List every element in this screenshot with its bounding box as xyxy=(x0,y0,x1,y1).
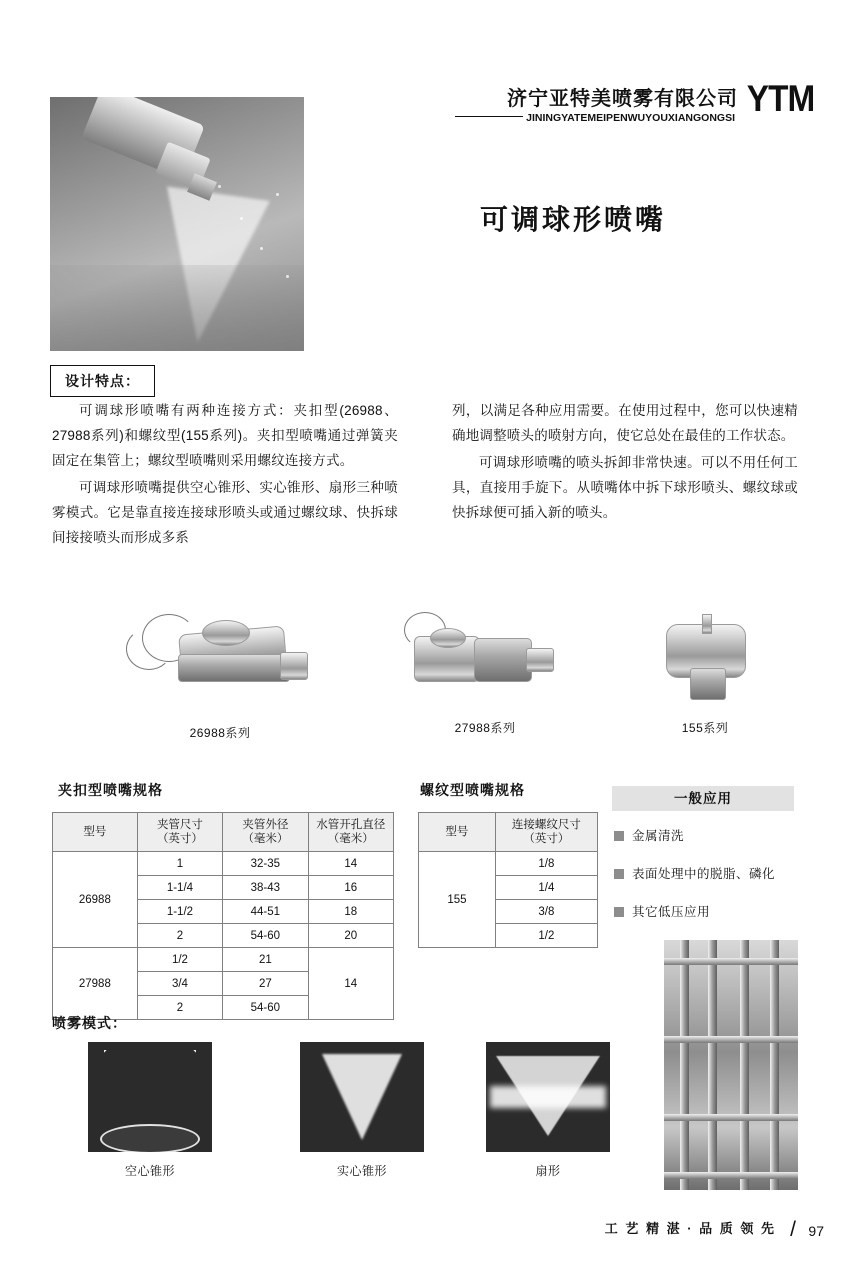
ytm-logo xyxy=(743,78,818,120)
cell-size: 1-1/4 xyxy=(137,876,222,900)
paragraph: 可调球形喷嘴有两种连接方式：夹扣型(26988、27988系列)和螺纹型(155系列)。夹扣型喷嘴通过弹簧夹固定在集管上；螺纹型喷嘴则采用螺纹连接方式。 xyxy=(52,403,398,468)
cell-size: 3/4 xyxy=(137,972,222,996)
water-drop-icon xyxy=(260,247,263,250)
col-hole-dia: 水管开孔直径 （毫米） xyxy=(308,813,393,852)
thread-spec-title: 螺纹型喷嘴规格 xyxy=(420,782,525,798)
nozzle-pin xyxy=(702,614,712,634)
pattern-hollow-cone xyxy=(88,1042,212,1179)
pattern-caption: 空心锥形 xyxy=(124,1164,175,1178)
cell-size: 1-1/2 xyxy=(137,900,222,924)
product-photo-27988 xyxy=(390,608,580,713)
product-27988 xyxy=(390,608,580,736)
col-pipe-size: 夹管尺寸 （英寸） xyxy=(137,813,222,852)
pattern-photo-flat-fan xyxy=(486,1042,610,1152)
pattern-full-cone xyxy=(300,1042,424,1179)
cell-model: 27988 xyxy=(53,948,138,1020)
pattern-flat-fan xyxy=(486,1042,610,1179)
cell-hole: 16 xyxy=(308,876,393,900)
pipe-vertical xyxy=(740,940,749,1190)
cell-hole: 14 xyxy=(308,852,393,876)
design-features-left-column xyxy=(52,398,398,552)
application-photo xyxy=(664,940,798,1190)
cell-hole: 20 xyxy=(308,924,393,948)
col-pipe-od: 夹管外径 （毫米） xyxy=(223,813,308,852)
cell-size: 2 xyxy=(137,924,222,948)
pattern-photo-full-cone xyxy=(300,1042,424,1152)
bullet-square-icon xyxy=(614,831,624,841)
cell-thread-size: 1/2 xyxy=(495,924,597,948)
cell-thread-size: 1/4 xyxy=(495,876,597,900)
product-26988 xyxy=(120,608,320,741)
clip-spec-table xyxy=(52,812,394,1020)
nozzle-barrel xyxy=(474,638,532,682)
cell-size: 1 xyxy=(137,852,222,876)
table-header-row xyxy=(419,813,598,852)
page-title: 可调球形喷嘴 xyxy=(480,204,667,235)
rail-horizontal xyxy=(664,1114,798,1121)
clip-spec-title: 夹扣型喷嘴规格 xyxy=(58,782,163,798)
rail-horizontal xyxy=(664,1172,798,1179)
water-drop-icon xyxy=(218,185,221,188)
paragraph: 可调球形喷嘴提供空心锥形、实心锥形、扇形三种喷雾模式。它是靠直接连接球形喷头或通过螺纹球、快拆球间接接喷头而形成多系 xyxy=(52,480,398,545)
nozzle-clamp-base xyxy=(178,654,290,682)
footer-slogan: 工 艺 精 湛 · 品 质 领 先 xyxy=(604,1221,776,1236)
paragraph: 可调球形喷嘴的喷头拆卸非常快速。可以不用任何工具，直接用手旋下。从喷嘴体中拆下球形喷头、螺纹球或快拆球便可插入新的喷头。 xyxy=(452,455,798,520)
company-name-en-wrap xyxy=(523,108,738,123)
application-label: 金属清洗 xyxy=(632,829,685,843)
threaded-stem xyxy=(690,668,726,700)
pipe-vertical xyxy=(680,940,689,1190)
cell-model: 155 xyxy=(419,852,496,948)
ytm-logo-text: YTM xyxy=(746,78,815,119)
cell-od: 54-60 xyxy=(223,924,308,948)
cell-model: 26988 xyxy=(53,852,138,948)
rail-horizontal xyxy=(664,958,798,965)
ball-joint xyxy=(430,628,466,648)
bullet-square-icon xyxy=(614,907,624,917)
application-label: 表面处理中的脱脂、磷化 xyxy=(632,867,776,881)
pipe-vertical xyxy=(770,940,779,1190)
applications-title: 一般应用 xyxy=(612,786,794,811)
page-number: 97 xyxy=(808,1223,824,1239)
product-155 xyxy=(630,608,780,736)
hero-spray-photo xyxy=(50,97,304,351)
spray-patterns-title: 喷雾模式： xyxy=(52,1015,127,1031)
table-row xyxy=(53,852,394,876)
application-item xyxy=(614,826,684,844)
cell-thread-size: 1/8 xyxy=(495,852,597,876)
spring-clip-icon xyxy=(126,628,172,670)
pattern-caption: 扇形 xyxy=(535,1164,561,1178)
cell-od: 44-51 xyxy=(223,900,308,924)
pattern-caption: 实心锥形 xyxy=(336,1164,387,1178)
col-model: 型号 xyxy=(419,813,496,852)
product-caption: 26988系列 xyxy=(189,726,251,740)
nozzle-outlet xyxy=(280,652,308,680)
design-features-right-column xyxy=(452,398,798,527)
pattern-photo-hollow-cone xyxy=(88,1042,212,1152)
application-item xyxy=(614,902,710,920)
cell-od: 27 xyxy=(223,972,308,996)
product-caption: 155系列 xyxy=(681,721,729,735)
table-row xyxy=(419,852,598,876)
cell-size: 1/2 xyxy=(137,948,222,972)
rail-horizontal xyxy=(664,1036,798,1043)
cell-thread-size: 3/8 xyxy=(495,900,597,924)
product-caption: 27988系列 xyxy=(454,721,516,735)
nozzle-outlet xyxy=(526,648,554,672)
application-item xyxy=(614,864,775,882)
pipe-vertical xyxy=(708,940,717,1190)
product-photo-155 xyxy=(630,608,780,713)
cell-size: 2 xyxy=(137,996,222,1020)
table-row xyxy=(53,948,394,972)
application-label: 其它低压应用 xyxy=(632,905,711,919)
paragraph: 列，以满足各种应用需要。在使用过程中，您可以快速精确地调整喷头的喷射方向，使它总处在最佳的工作状态。 xyxy=(452,403,798,443)
product-photo-26988 xyxy=(120,608,320,718)
cell-od: 38-43 xyxy=(223,876,308,900)
design-features-badge: 设计特点： xyxy=(50,365,155,397)
cone-base-ellipse xyxy=(100,1124,200,1152)
full-cone-shape xyxy=(322,1054,402,1140)
page-header xyxy=(0,38,850,124)
table-header-row xyxy=(53,813,394,852)
cell-od: 32-35 xyxy=(223,852,308,876)
footer-separator: / xyxy=(790,1218,796,1241)
cell-od: 21 xyxy=(223,948,308,972)
water-drop-icon xyxy=(286,275,289,278)
fan-band xyxy=(490,1086,606,1108)
cell-od: 54-60 xyxy=(223,996,308,1020)
company-name-en: JININGYATEMEIPENWUYOUXIANGONGSI xyxy=(523,112,738,124)
thread-spec-table xyxy=(418,812,598,948)
col-thread-size: 连接螺纹尺寸 （英寸） xyxy=(495,813,597,852)
company-name-cn: 济宁亚特美喷雾有限公司 xyxy=(507,88,738,110)
bullet-square-icon xyxy=(614,869,624,879)
hero-floor xyxy=(50,265,304,351)
cell-hole: 18 xyxy=(308,900,393,924)
col-model: 型号 xyxy=(53,813,138,852)
ball-joint xyxy=(202,620,250,646)
cell-hole-merged: 14 xyxy=(308,948,393,1020)
water-drop-icon xyxy=(276,193,279,196)
water-drop-icon xyxy=(240,217,243,220)
